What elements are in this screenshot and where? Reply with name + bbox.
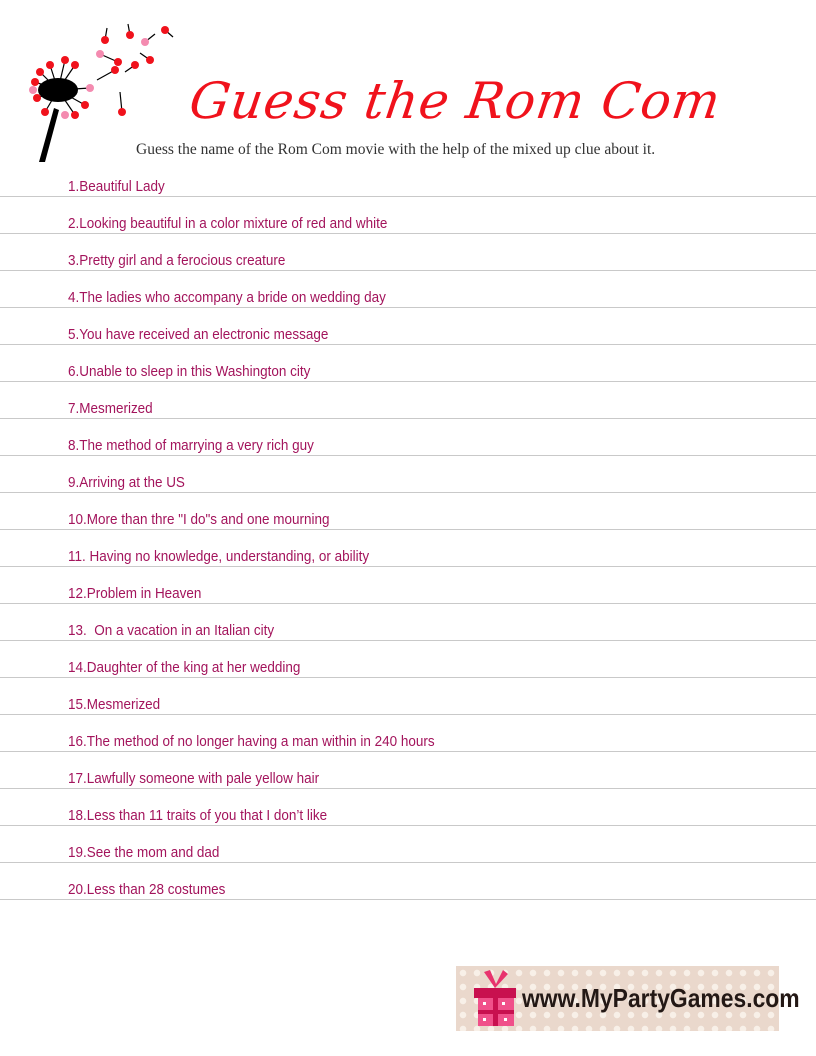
clue-text: 14.Daughter of the king at her wedding (68, 660, 301, 676)
instructions: Guess the name of the Rom Com movie with the help of the mixed up clue about it. (136, 141, 656, 158)
clue-text: 8.The method of marrying a very rich guy (68, 438, 314, 454)
clue-text: 19.See the mom and dad (68, 845, 220, 861)
answer-line[interactable] (0, 196, 816, 234)
clue-text: 17.Lawfully someone with pale yellow hair (68, 771, 320, 787)
clue-text: 12.Problem in Heaven (68, 586, 202, 602)
answer-line[interactable] (0, 825, 816, 863)
answer-line[interactable] (0, 307, 816, 345)
clue-text: 6.Unable to sleep in this Washington city (68, 364, 311, 380)
answer-line[interactable] (0, 455, 816, 493)
clue-text: 15.Mesmerized (68, 697, 161, 713)
answer-line[interactable] (0, 270, 816, 308)
clue-text: 5.You have received an electronic message (68, 327, 329, 343)
answer-line[interactable] (0, 862, 816, 900)
answer-line[interactable] (0, 529, 816, 567)
clue-text: 11. Having no knowledge, understanding, or ability (68, 549, 370, 565)
clue-text: 13. On a vacation in an Italian city (68, 623, 275, 639)
answer-line[interactable] (0, 566, 816, 604)
answer-line[interactable] (0, 492, 816, 530)
clue-text: 3.Pretty girl and a ferocious creature (68, 253, 286, 269)
mypartygames-logo (456, 966, 800, 1031)
clue-text: 10.More than thre "I do"s and one mourning (68, 512, 330, 528)
clue-text: 16.The method of no longer having a man within in 240 hours (68, 734, 435, 750)
answer-line[interactable] (0, 751, 816, 789)
answer-line[interactable] (0, 381, 816, 419)
answer-line[interactable] (0, 344, 816, 382)
clue-text: 9.Arriving at the US (68, 475, 185, 491)
answer-line[interactable] (0, 159, 816, 197)
answer-line[interactable] (0, 640, 816, 678)
answer-line[interactable] (0, 418, 816, 456)
logo-text: www.MyPartyGames.com (522, 983, 800, 1013)
answer-line[interactable] (0, 788, 816, 826)
clue-text: 4.The ladies who accompany a bride on wedding day (68, 290, 386, 306)
page-title: Guess the Rom Com (185, 72, 725, 130)
answer-line[interactable] (0, 233, 816, 271)
answer-line[interactable] (0, 714, 816, 752)
clue-text: 7.Mesmerized (68, 401, 153, 417)
answer-line[interactable] (0, 677, 816, 715)
clue-text: 1.Beautiful Lady (68, 179, 165, 195)
gift-icon (470, 970, 520, 1028)
clue-text: 20.Less than 28 costumes (68, 882, 226, 898)
answer-line[interactable] (0, 603, 816, 641)
clue-text: 18.Less than 11 traits of you that I don’t like (68, 808, 328, 824)
clue-text: 2.Looking beautiful in a color mixture of red and white (68, 216, 388, 232)
